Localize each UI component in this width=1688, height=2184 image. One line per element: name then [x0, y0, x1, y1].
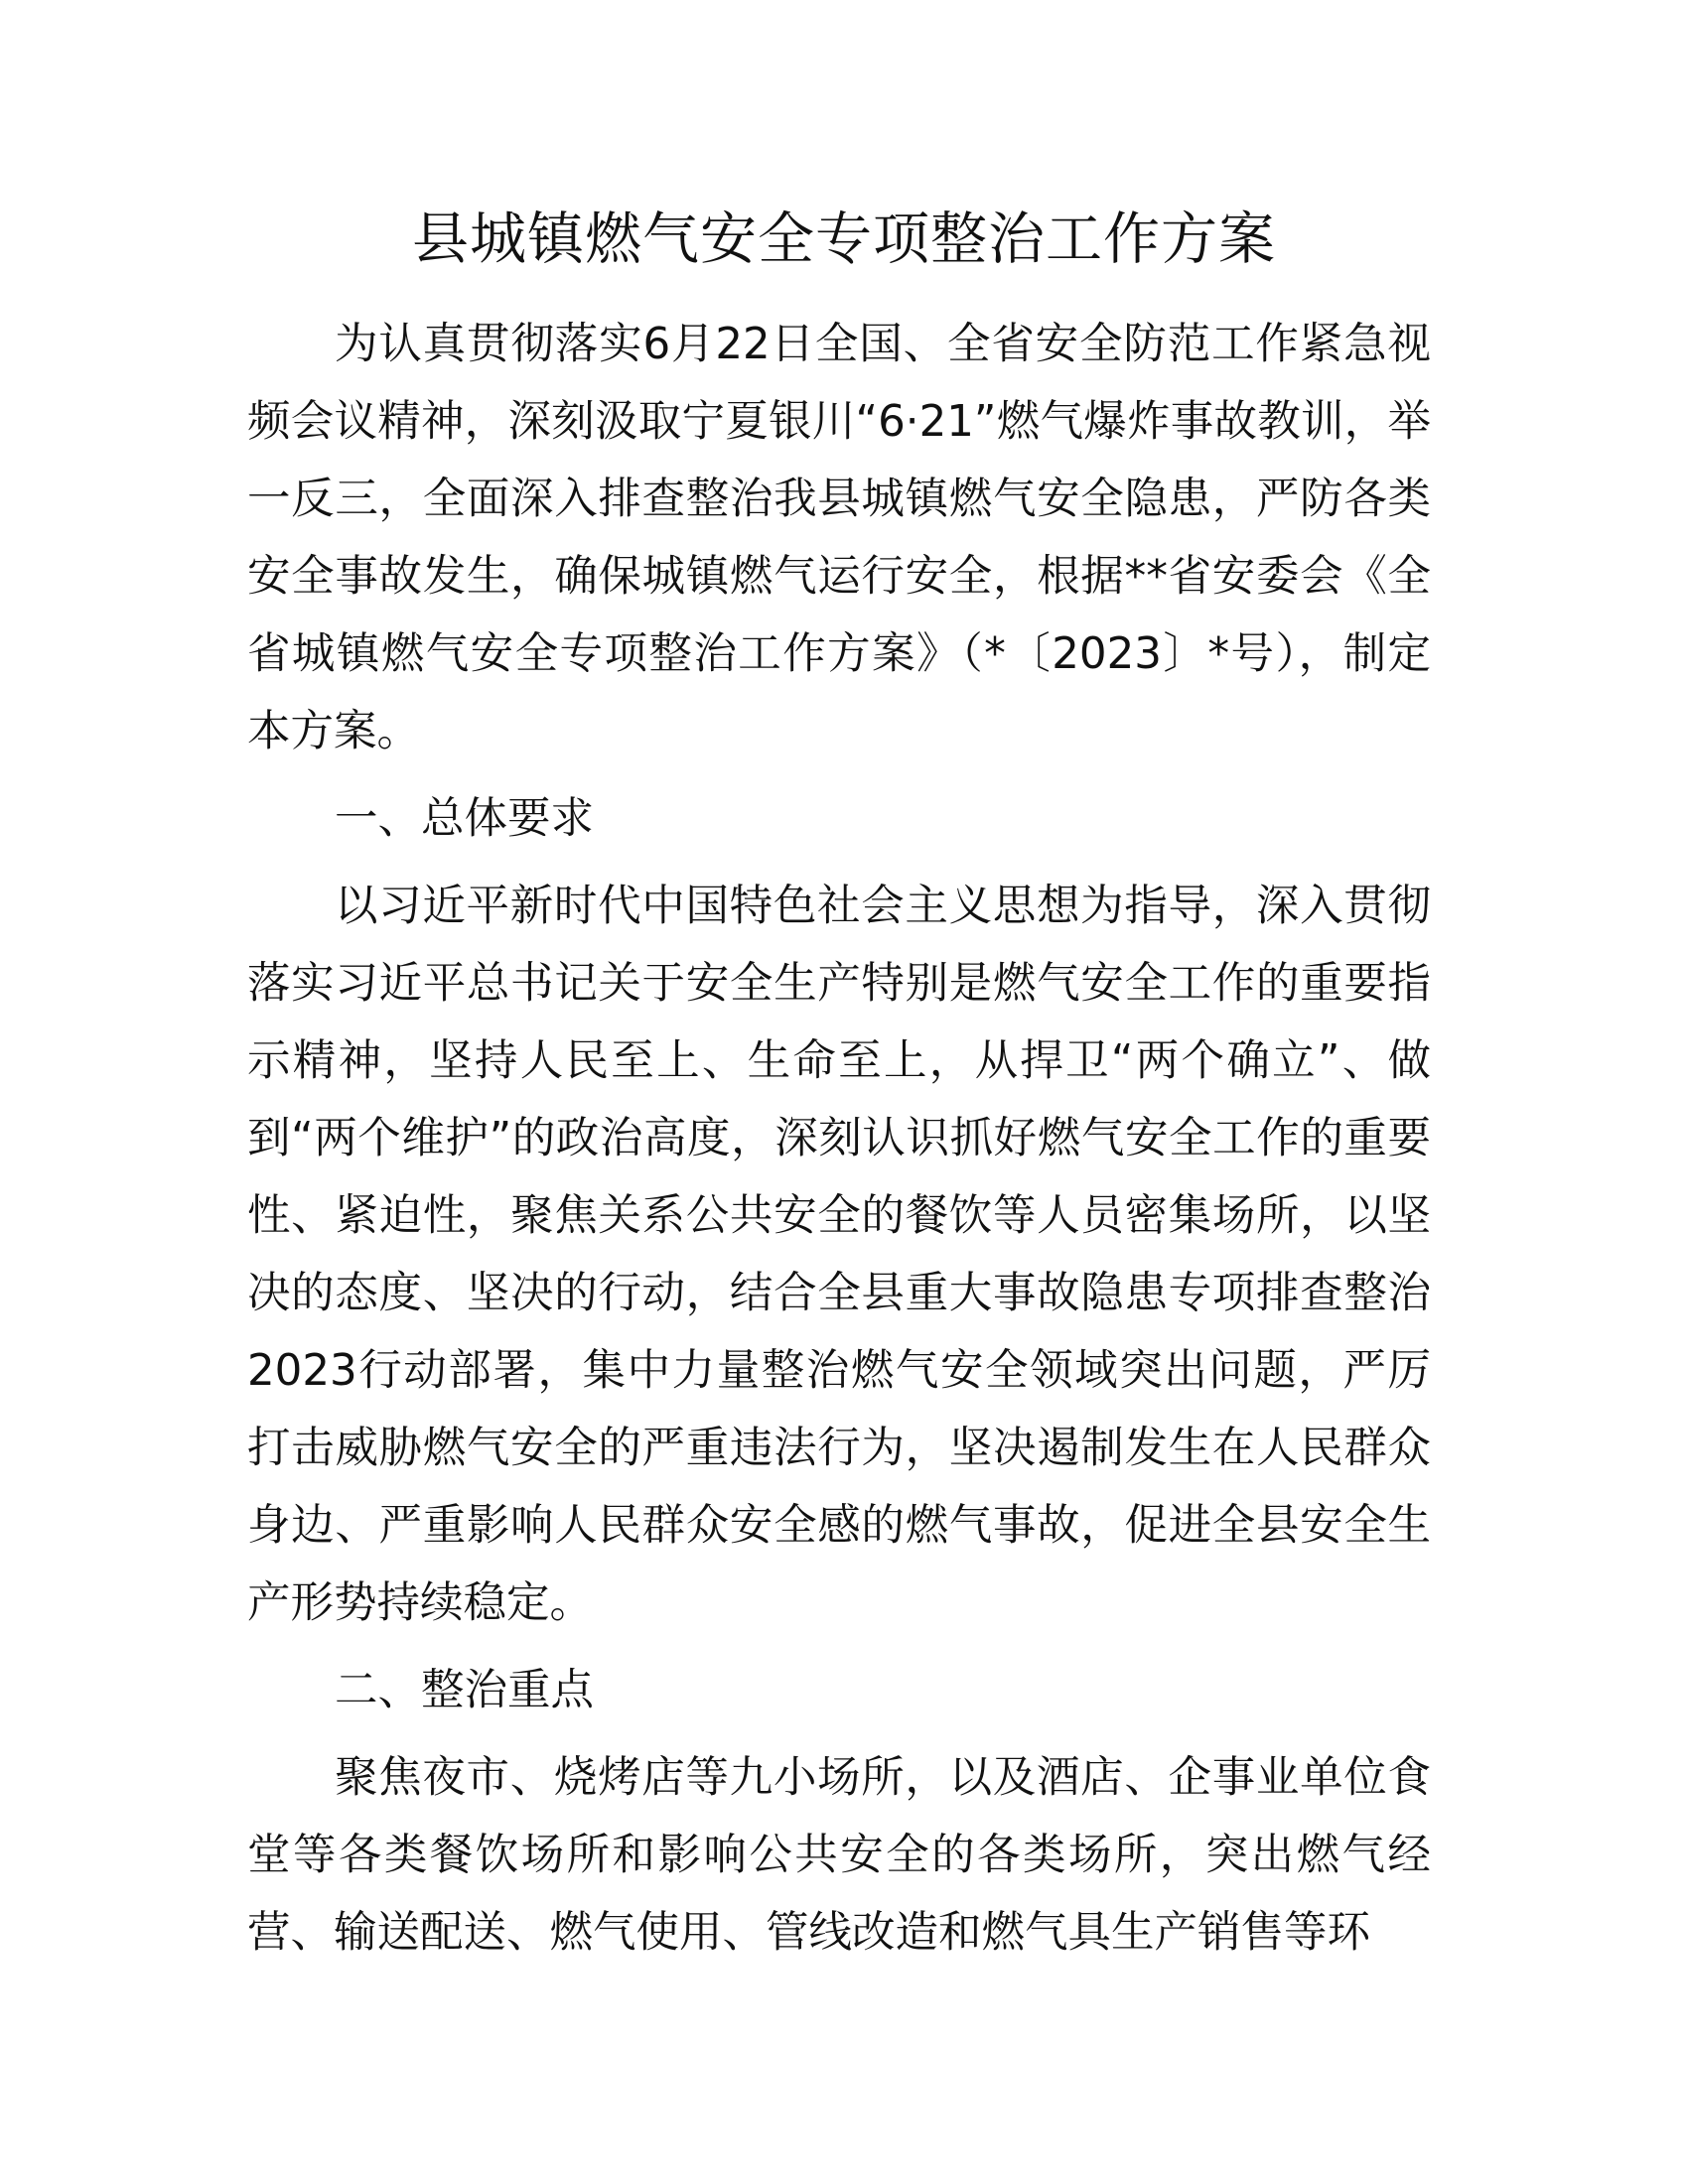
document-body	[247, 306, 1431, 1972]
key-focus-paragraph: 聚焦夜市、烧烤店等九小场所，以及酒店、企事业单位食堂等各类餐饮场所和影响公共安全的各类场所，突出燃气经营、输送配送、燃气使用、管线改造和燃气具生产销售等环	[247, 1753, 1431, 1958]
intro-paragraph: 为认真贯彻落实6月22日全国、全省安全防范工作紧急视频会议精神，深刻汲取宁夏银川“6·21”燃气爆炸事故教训，举一反三，全面深入排查整治我县城镇燃气安全隐患，严防各类安全事故发生，确保城镇燃气运行安全，根据**省安委会《全省城镇燃气安全专项整治工作方案》（*〔2023〕*号），制定本方案。	[247, 320, 1431, 756]
section-heading-key-focus: 二、整治重点	[335, 1666, 594, 1715]
general-requirements-paragraph: 以习近平新时代中国特色社会主义思想为指导，深入贯彻落实习近平总书记关于安全生产特别是燃气安全工作的重要指示精神，坚持人民至上、生命至上，从捍卫“两个确立”、做到“两个维护”的政治高度，深刻认识抓好燃气安全工作的重要性、紧迫性，聚焦关系公共安全的餐饮等人员密集场所，以坚决的态度、坚决的行动，结合全县重大事故隐患专项排查整治2023行动部署，集中力量整治燃气安全领域突出问题，严厉打击威胁燃气安全的严重违法行为，坚决遏制发生在人民群众身边、严重影响人民群众安全感的燃气事故，促进全县安全生产形势持续稳定。	[247, 882, 1431, 1628]
section-heading-general-requirements: 一、总体要求	[335, 794, 594, 844]
document-title: 县城镇燃气安全专项整治工作方案	[412, 206, 1276, 272]
